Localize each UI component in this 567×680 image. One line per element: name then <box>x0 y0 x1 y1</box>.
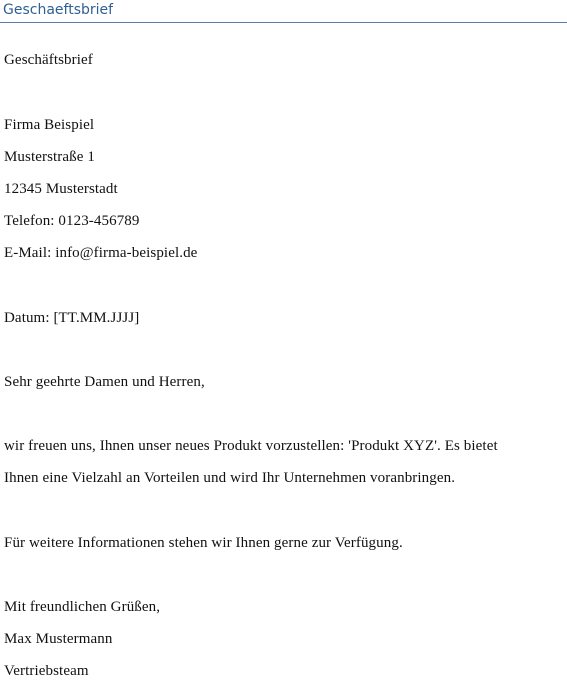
header-title: Geschaeftsbrief <box>3 2 114 18</box>
body-line-2: Ihnen eine Vielzahl an Vorteilen und wird Ihr Unternehmen voranbringen. <box>4 470 456 486</box>
document-header <box>0 0 567 23</box>
sender-phone: Telefon: 0123-456789 <box>4 213 140 229</box>
signer-name: Max Mustermann <box>4 631 113 647</box>
sender-city: 12345 Musterstadt <box>4 181 118 197</box>
letter-date: Datum: [TT.MM.JJJJ] <box>4 310 140 326</box>
sender-email: E-Mail: info@firma-beispiel.de <box>4 245 198 261</box>
sender-street: Musterstraße 1 <box>4 149 95 165</box>
sender-company: Firma Beispiel <box>4 117 95 133</box>
signer-team: Vertriebsteam <box>4 663 89 679</box>
letter-salutation: Sehr geehrte Damen und Herren, <box>4 374 205 390</box>
letter-closing: Mit freundlichen Grüßen, <box>4 599 161 615</box>
body-line-3: Für weitere Informationen stehen wir Ihnen gerne zur Verfügung. <box>4 535 403 551</box>
letter-heading: Geschäftsbrief <box>4 52 93 68</box>
body-line-1: wir freuen uns, Ihnen unser neues Produkt vorzustellen: 'Produkt XYZ'. Es bietet <box>4 438 498 454</box>
